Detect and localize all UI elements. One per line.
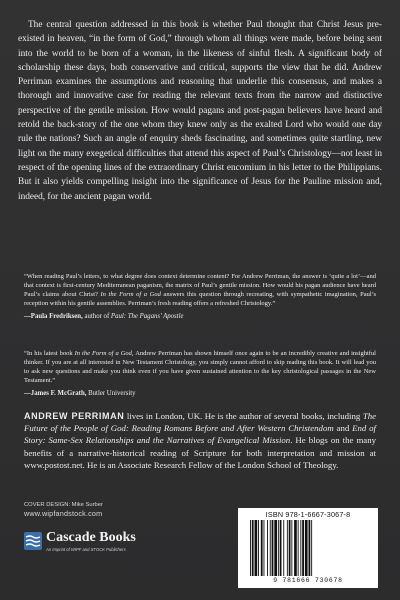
bio-text: . He blogs on the many benefits of a narrative-historical reading of Scripture for both interpretation and mission at www.postost.net. He is an Associate Research Fellow of the London School of Theology. bbox=[24, 435, 376, 470]
publisher-logo bbox=[24, 529, 164, 555]
cover-credits bbox=[24, 501, 103, 518]
quote-affiliation-title: Paul: The Pagans’ Apostle bbox=[110, 312, 184, 320]
publisher-name: Cascade Books bbox=[46, 530, 136, 545]
quote-text: , Andrew Perriman has shown himself once again to be an incredibly creative and insightful thinker. If you are at all interested in New Testament Christology, you simply cannot afford to skip reading this book. It will lead you to ask new questions and make you think even if you have given sustained attention to the key christological passages in the New Testament.” bbox=[24, 350, 376, 384]
author-bio bbox=[24, 410, 376, 471]
barcode-digits: 9 781666 730678 bbox=[273, 577, 343, 584]
quote-text: “In his latest book bbox=[24, 350, 75, 357]
barcode-icon bbox=[248, 520, 368, 576]
quote-text: “When reading Paul’s letters, to what degree does context determine content? For Andrew Perriman, the answer is ‘quite a lot’—and that context is first-century Mediterranean paganism, the matrix of Paul’s gentile mission. How would his pagan audience have heard Paul’s claims about Christ? bbox=[24, 273, 376, 298]
isbn-barcode-box bbox=[238, 508, 378, 588]
quote-text: answers this question through recreating, with sympathetic imagination, Paul’s reception within his gentile assemblies. Perriman’s fresh reading offers a refreshed Christology.” bbox=[24, 290, 376, 307]
quote-author: —Paula Fredriksen, bbox=[24, 312, 83, 320]
bio-book-title: End of Story: Same-Sex Relationships and the Narratives of Evangelical Mission bbox=[24, 423, 376, 446]
bio-text: and bbox=[333, 423, 353, 434]
quote-attribution bbox=[24, 313, 376, 322]
quote-book-title: In the Form of a God bbox=[100, 290, 161, 298]
book-blurb: The central question addressed in this book is whether Paul thought that Christ Jesus pre-existed in heaven, “in the form of God,” through whom all things were made, before being sent into the world to be born of a woman, in the likeness of sinful flesh. A significant body of scholarship these days, both conservative and critical, supports the view that he did. Andrew Perriman examines the assumptions and reasoning that underlie this consensus, and makes a thorough and innovative case for reading the relevant texts from the narrow and distinctive perspective of the gentile mission. How would pagans and post-pagan believers have heard and retold the back-story of the one whom they knew only as the exalted Lord who would one day rule the nations? Such an angle of enquiry sheds fascinating, and sometimes quite startling, new light on the many exegetical difficulties that attend this aspect of Paul’s Christology—not least in respect of the opening lines of the extraordinary Christ encomium in his letter to the Philippians. But it also yields compelling insight into the significance of Jesus for the Pauline mission and, indeed, for the ancient pagan world. bbox=[18, 20, 382, 202]
quote-book-title: In the Form of a God bbox=[74, 350, 132, 357]
quote-affiliation: Butler University bbox=[86, 389, 136, 397]
cascade-logo-icon bbox=[24, 532, 42, 550]
cover-design-credit: COVER DESIGN: Mike Surber bbox=[24, 502, 103, 508]
endorsement-quote bbox=[24, 350, 376, 399]
publisher-url: www.wipfandstock.com bbox=[24, 509, 103, 518]
endorsement-quote bbox=[24, 273, 376, 322]
bio-book-title: The Future of the People of God: Reading Romans Before and After Western Christendom bbox=[24, 411, 377, 434]
publisher-tagline: An Imprint of WIPF and STOCK Publishers bbox=[46, 547, 126, 552]
bio-text: lives in London, UK. He is the author of several books, including bbox=[124, 411, 363, 421]
isbn-label: ISBN 978-1-6667-3067-8 bbox=[265, 510, 351, 519]
author-name: ANDREW PERRIMAN bbox=[24, 411, 125, 421]
quote-author: —James F. McGrath, bbox=[24, 389, 87, 397]
quote-attribution bbox=[24, 390, 376, 399]
quote-affiliation: author of bbox=[82, 312, 111, 320]
